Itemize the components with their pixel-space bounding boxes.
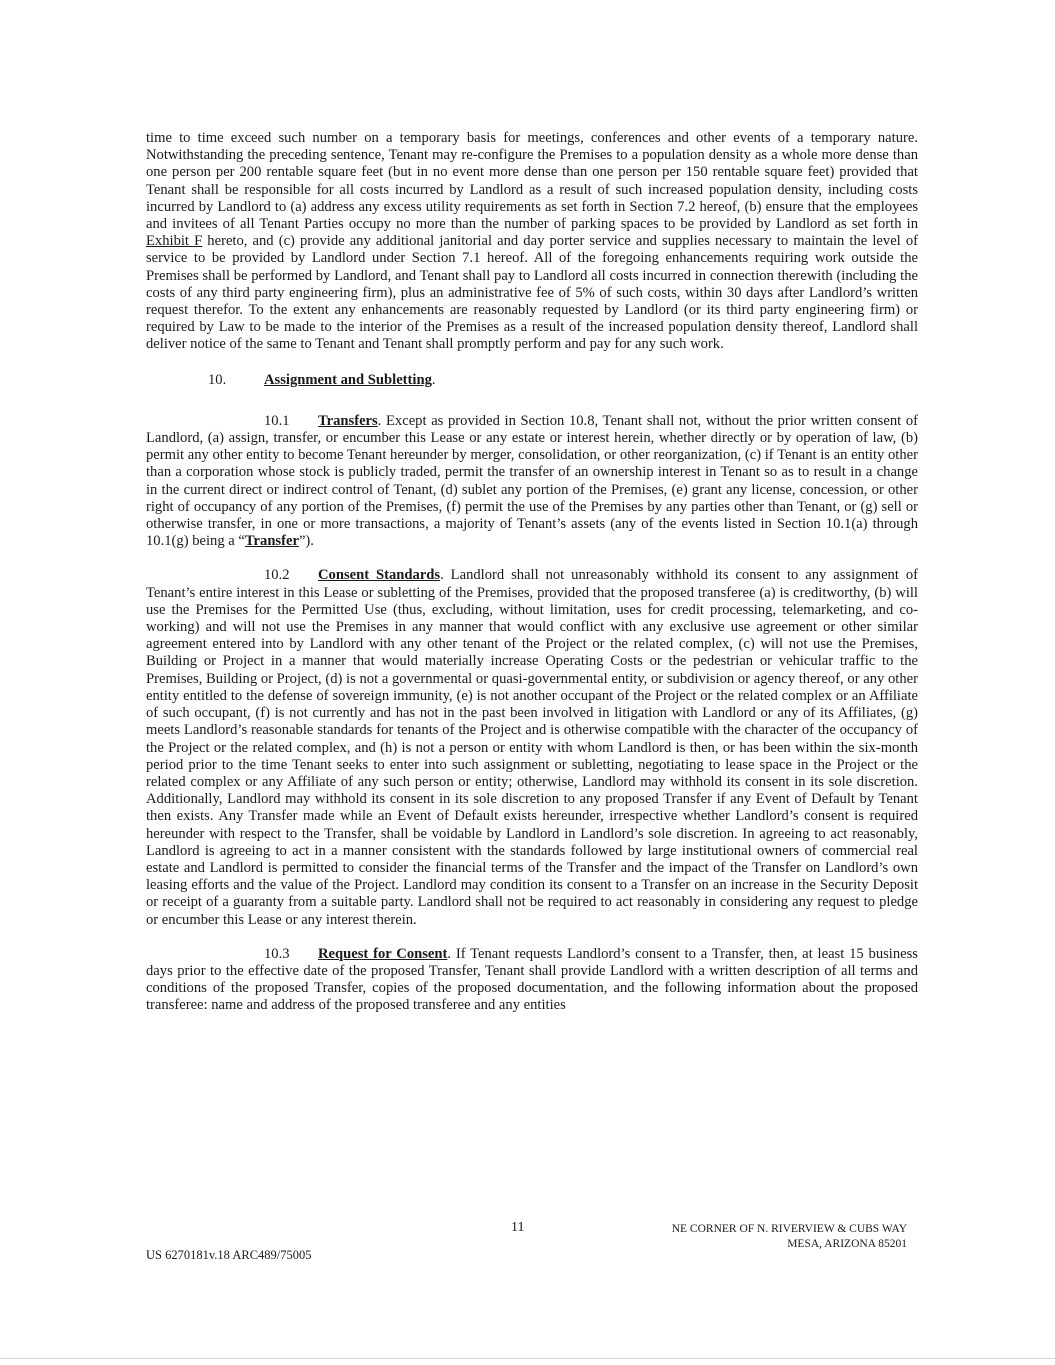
subsection-text: . Landlord shall not unreasonably withhold its consent to any assignment of Tenant’s entire interest in this Lease or subletting of the Premises, provided that the proposed transferee (a) is creditworthy, (b) will use the Premises for the Permitted Use (thus, excluding, without limitation, uses for credit processing, telemarketing, and co-working) and will not use the Premises in any manner that would conflict with any exclusive use agreement or other similar agreement entered into by Landlord with any other tenant of the Project or the related complex, (c) will not use the Premises, Building or Project in a manner that would materially increase Operating Costs or the pedestrian or vehicular traffic to the Premises, Building or Project, (d) is not a governmental or quasi-governmental entity, or subdivision or agency thereof, or any other entity entitled to the defense of sovereign immunity, (e) is not another occupant of the Project or the related complex or an Affiliate of such occupant, (f) is not currently and has not in the past been involved in litigation with Landlord or any of its Affiliates, (g) meets Landlord’s reasonable standards for tenants of the Project and is otherwise compatible with the character of the occupancy of the Project or the related complex, and (h) is not a person or entity with whom Landlord is then, or has been within the six-month period prior to the time Tenant seeks to enter into such assignment or subletting, negotiating to lease space in the Project or the related complex or any Affiliate of any such person or entity; otherwise, Landlord may withhold its consent in its sole discretion. Additionally, Landlord may withhold its consent in its sole discretion to any proposed Transfer if any Event of Default by Tenant then exists. Any Transfer made while an Event of Default exists hereunder, irrespective whether Landlord’s consent is required hereunder with respect to the Transfer, shall be voidable by Landlord in Landlord’s sole discretion. In agreeing to act reasonably, Landlord is agreeing to act in a manner consistent with the standards followed by large institutional owners of commercial real estate and Landlord is permitted to consider the financial terms of the Transfer and the impact of the Transfer on Landlord’s own leasing efforts and the value of the Project. Landlord may condition its consent to a Transfer on an increase in the Security Deposit or receipt of a guaranty from a suitable party. Landlord shall not be required to act reasonably in considering any request to pledge or encumber this Lease or any interest therein. xyxy=(146,567,918,928)
subsection-text: . Except as provided in Section 10.8, Tenant shall not, without the prior written consent of Landlord, (a) assign, transfer, or encumber this Lease or any estate or interest herein, whether directly or by operation of law, (b) permit any other entity to become Tenant hereunder by merger, consolidation, or other reorganization, (c) if Tenant is an entity other than a corporation whose stock is publicly traded, permit the transfer of an ownership interest in Tenant so as to result in a change in the current direct or indirect control of Tenant, (d) sublet any portion of the Premises, (e) grant any license, concession, or other right of occupancy of any portion of the Premises, (f) permit the use of the Premises by any parties other than Tenant, or (g) sell or otherwise transfer, in one or more transactions, a majority of Tenant’s assets (any of the events listed in Section 10.1(a) through 10.1(g) being a “ xyxy=(146,412,918,550)
subsection-10-2 xyxy=(146,567,918,928)
exhibit-reference: Exhibit F xyxy=(146,233,203,250)
subsection-10-3 xyxy=(146,946,918,1015)
section-number: 10. xyxy=(208,371,227,388)
property-address xyxy=(672,1222,907,1252)
subsection-10-1 xyxy=(146,413,918,551)
section-title-suffix: . xyxy=(431,371,436,388)
subsection-number: 10.1 xyxy=(264,412,290,429)
continuation-text-a: time to time exceed such number on a temporary basis for meetings, conferences and other events of a temporary nature. Notwithstanding the preceding sentence, Tenant may re-configure the Premises to a population density as a whole more dense than one person per 200 rentable square feet (but in no event more dense than one person per 150 rentable square feet) provided that Tenant shall be responsible for all costs incurred by Landlord as a result of such increased population density, including costs incurred by Landlord to (a) address any excess utility requirements as set forth in Section 7.2 hereof, (b) ensure that the employees and invitees of all Tenant Parties occupy no more than the number of parking spaces to be provided by Landlord as set forth in xyxy=(146,130,918,233)
defined-term: Transfer xyxy=(244,533,299,550)
subsection-title: Consent Standards xyxy=(318,567,441,584)
body-text xyxy=(146,130,918,1015)
address-line-2: MESA, ARIZONA 85201 xyxy=(787,1238,907,1250)
continuation-paragraph xyxy=(146,130,918,354)
scan-edge-divider xyxy=(0,1358,1055,1359)
section-title: Assignment and Subletting xyxy=(264,371,432,388)
subsection-number: 10.3 xyxy=(264,945,290,962)
subsection-text-end: ”). xyxy=(298,533,314,550)
subsection-title: Transfers xyxy=(318,412,378,429)
section-10-heading xyxy=(146,372,918,389)
document-id: US 6270181v.18 ARC489/75005 xyxy=(146,1248,312,1262)
address-line-1: NE CORNER OF N. RIVERVIEW & CUBS WAY xyxy=(671,1223,907,1235)
subsection-title: Request for Consent xyxy=(318,945,448,962)
continuation-text-b: hereto, and (c) provide any additional janitorial and day porter service and supplies necessary to maintain the level of service to be provided by Landlord under Section 7.1 hereof. All of the foregoing enhancements requiring work outside the Premises shall be performed by Landlord, and Tenant shall pay to Landlord all costs incurred in connection therewith (including the costs of any third party engineering firm), plus an administrative fee of 5% of such costs, within 30 days after Landlord’s written request therefor. To the extent any enhancements are reasonably requested by Landlord (or its third party engineering firm) or required by Law to be made to the interior of the Premises as a result of the increased population density thereof, Landlord shall deliver notice of the same to Tenant and Tenant shall promptly perform and pay for any such work. xyxy=(146,233,918,353)
subsection-number: 10.2 xyxy=(264,567,290,584)
page-number: 11 xyxy=(511,1220,525,1235)
subsection-text: . If Tenant requests Landlord’s consent to a Transfer, then, at least 15 business days prior to the effective date of the proposed Transfer, Tenant shall provide Landlord with a written description of all terms and conditions of the proposed Transfer, copies of the proposed documentation, and the following information about the proposed transferee: name and address of the proposed transferee and any entities xyxy=(146,945,918,1014)
